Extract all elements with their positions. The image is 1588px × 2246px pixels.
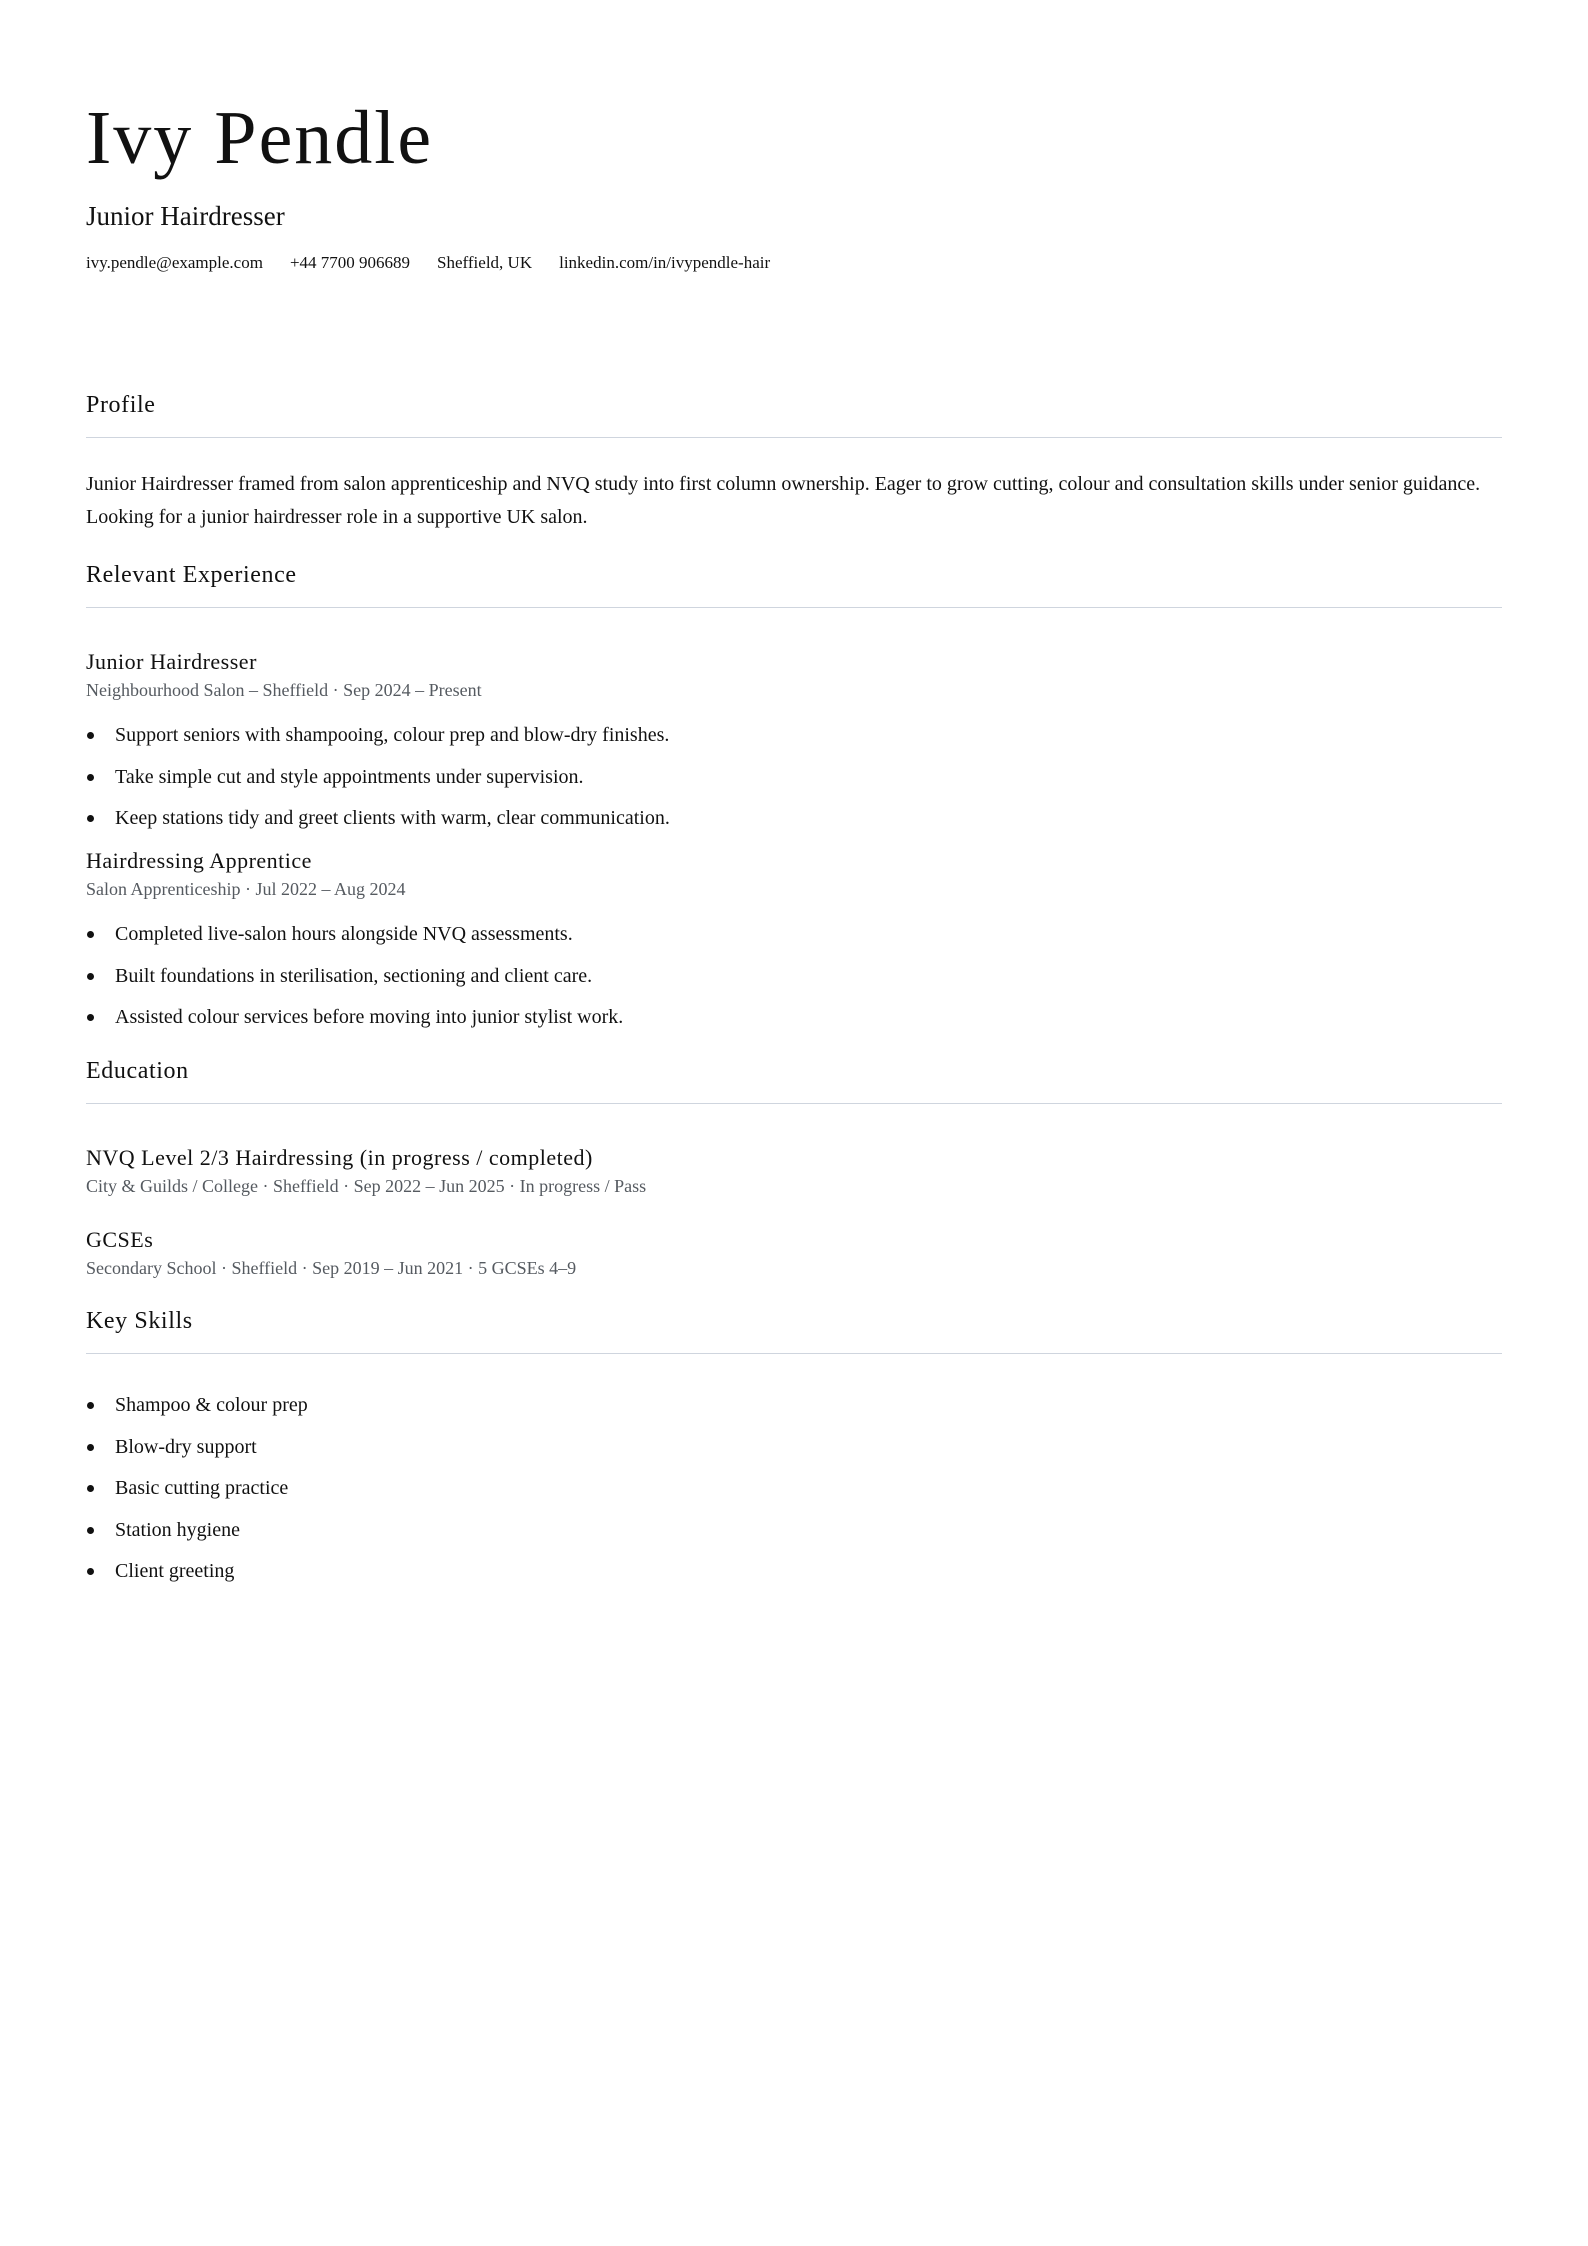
experience-meta: Salon Apprenticeship · Jul 2022 – Aug 2024 <box>86 879 406 899</box>
experience-section <box>86 560 1502 1030</box>
experience-bullets <box>86 722 1502 831</box>
section-title-education: Education <box>86 1056 1502 1104</box>
resume-header <box>86 0 1502 274</box>
contact-line <box>86 252 1502 274</box>
skill-item: Blow-dry support <box>86 1434 1502 1460</box>
education-meta: City & Guilds / College · Sheffield · Sep 2022 – Jun 2025 · In progress / Pass <box>86 1176 647 1196</box>
education-entry <box>86 1144 1502 1198</box>
experience-role: Hairdressing Apprentice <box>86 848 312 873</box>
bullet-item: Completed live-salon hours alongside NVQ assessments. <box>86 921 1502 947</box>
bullet-item: Keep stations tidy and greet clients with warm, clear communication. <box>86 805 1502 831</box>
contact-location: Sheffield, UK <box>437 253 533 272</box>
profile-summary: Junior Hairdresser framed from salon apprenticeship and NVQ study into first column ownership. Eager to grow cutting, colour and consultation skills under senior guidance. Looking for a junior hairdresser role in a supportive UK salon. <box>86 473 1481 528</box>
contact-email: ivy.pendle@example.com <box>86 253 263 272</box>
skill-item: Basic cutting practice <box>86 1475 1502 1501</box>
bullet-item: Support seniors with shampooing, colour prep and blow-dry finishes. <box>86 722 1502 748</box>
skills-section <box>86 1306 1502 1584</box>
education-entry <box>86 1226 1502 1280</box>
experience-entry <box>86 648 1502 831</box>
profile-section <box>86 390 1502 534</box>
bullet-item: Assisted colour services before moving into junior stylist work. <box>86 1004 1502 1030</box>
contact-linkedin: linkedin.com/in/ivypendle-hair <box>559 253 771 272</box>
skills-list <box>86 1392 1502 1584</box>
education-meta: Secondary School · Sheffield · Sep 2019 – Jun 2021 · 5 GCSEs 4–9 <box>86 1258 577 1278</box>
skill-item: Client greeting <box>86 1558 1502 1584</box>
bullet-item: Take simple cut and style appointments under supervision. <box>86 764 1502 790</box>
education-qualification: GCSEs <box>86 1227 154 1252</box>
education-qualification: NVQ Level 2/3 Hairdressing (in progress / completed) <box>86 1145 593 1170</box>
experience-bullets <box>86 921 1502 1030</box>
contact-phone: +44 7700 906689 <box>289 253 411 272</box>
experience-role: Junior Hairdresser <box>86 649 257 674</box>
section-title-experience: Relevant Experience <box>86 560 1502 608</box>
experience-entry <box>86 847 1502 1030</box>
skill-item: Shampoo & colour prep <box>86 1392 1502 1418</box>
education-section <box>86 1056 1502 1280</box>
candidate-name: Ivy Pendle <box>86 96 434 180</box>
candidate-headline: Junior Hairdresser <box>86 201 285 231</box>
section-title-skills: Key Skills <box>86 1306 1502 1354</box>
skill-item: Station hygiene <box>86 1517 1502 1543</box>
experience-meta: Neighbourhood Salon – Sheffield · Sep 2024 – Present <box>86 680 482 700</box>
bullet-item: Built foundations in sterilisation, sectioning and client care. <box>86 963 1502 989</box>
section-title-profile: Profile <box>86 390 1502 438</box>
